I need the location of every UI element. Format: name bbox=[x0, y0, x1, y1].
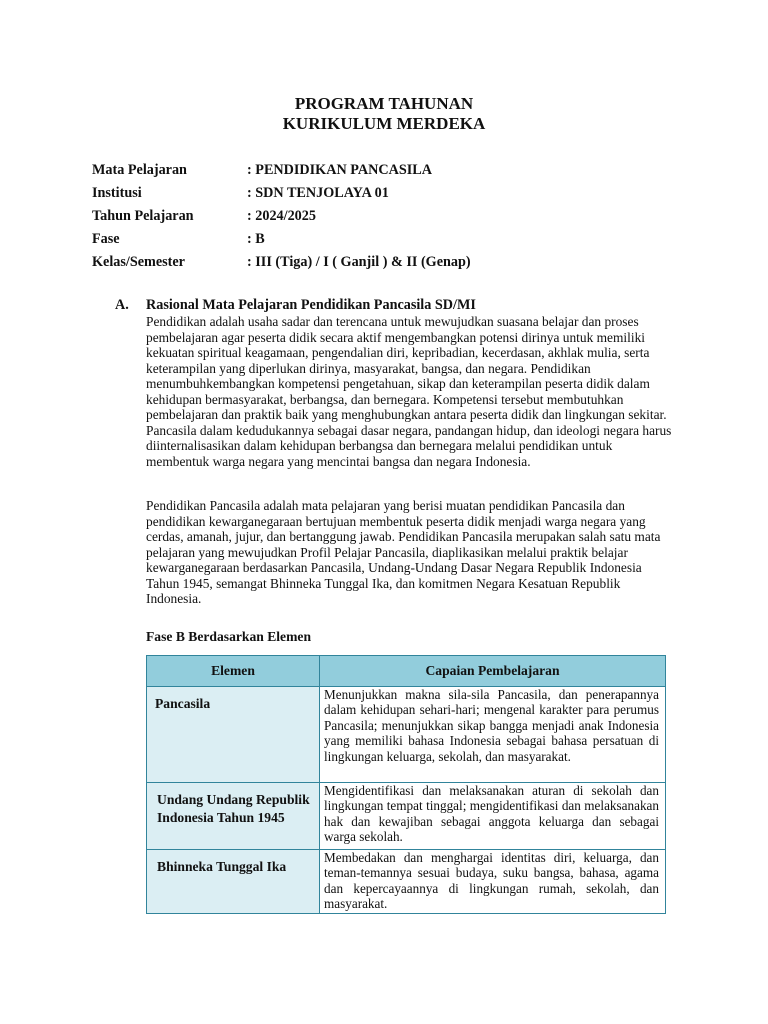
subheading-phase-b: Fase B Berdasarkan Elemen bbox=[146, 629, 312, 644]
meta-row-class-semester bbox=[92, 252, 692, 275]
meta-label: Mata Pelajaran bbox=[92, 162, 187, 178]
elemen-cell: Undang Undang Republik Indonesia Tahun 1945 bbox=[147, 783, 320, 850]
meta-row-phase bbox=[92, 229, 692, 252]
meta-row-subject bbox=[92, 160, 692, 183]
paragraph-rationale-2: Pendidikan Pancasila adalah mata pelajaran yang berisi muatan pendidikan Pancasila dan pendidikan kewarganegaraan bertujuan membentuk peserta didik menjadi warga negara yang cerdas, amanah, jujur, dan bertanggung jawab. Pendidikan Pancasila merupakan salah satu mata pelajaran yang mewujudkan Profil Pelajar Pancasila, diaplikasikan melalui praktik belajar kewarganegaraan berdasarkan Pancasila, Undang-Undang Dasar Negara Republik Indonesia Tahun 1945, semangat Bhinneka Tunggal Ika, dan komitmen Negara Kesatuan Republik Indonesia. bbox=[146, 498, 661, 606]
meta-value: : III (Tiga) / I ( Ganjil ) & II (Genap) bbox=[247, 254, 471, 270]
table-header-row bbox=[147, 656, 666, 687]
table-row bbox=[147, 687, 666, 783]
title-line-2: KURIKULUM MERDEKA bbox=[282, 114, 486, 133]
meta-label: Fase bbox=[92, 231, 120, 247]
table-row bbox=[147, 850, 666, 914]
meta-label: Institusi bbox=[92, 185, 142, 201]
document-title bbox=[0, 94, 768, 134]
header-elemen: Elemen bbox=[147, 656, 320, 687]
capaian-cell: Membedakan dan menghargai identitas diri, keluarga, dan teman-temannya sesuai budaya, suku bangsa, bahasa, agama dan kepercayaannya di lingkungan rumah, sekolah, dan masyarakat. bbox=[320, 850, 666, 914]
elemen-cell: Pancasila bbox=[147, 687, 320, 783]
identity-block bbox=[92, 160, 692, 275]
capaian-cell: Mengidentifikasi dan melaksanakan aturan di sekolah dan lingkungan tempat tinggal; mengidentifikasi dan melaksanakan hak dan kewajiban sebagai anggota keluarga dan sebagai warga sekolah. bbox=[320, 783, 666, 850]
meta-value: : B bbox=[247, 231, 265, 247]
elemen-cell: Bhinneka Tunggal Ika bbox=[147, 850, 320, 914]
meta-row-year bbox=[92, 206, 692, 229]
title-line-1: PROGRAM TAHUNAN bbox=[294, 94, 474, 113]
meta-row-institution bbox=[92, 183, 692, 206]
capaian-cell: Menunjukkan makna sila-sila Pancasila, dan penerapannya dalam kehidupan sehari-hari; mengenal karakter para perumus Pancasila; menunjukkan sikap bangga menjadi anak Indonesia yang memiliki bahasa Indonesia sebagai bahasa persatuan di lingkungan keluarga, sekolah, dan masyarakat. bbox=[320, 687, 666, 783]
section-letter: A. bbox=[115, 297, 129, 313]
table-row bbox=[147, 783, 666, 850]
learning-outcomes-table bbox=[146, 655, 666, 914]
meta-value: : SDN TENJOLAYA 01 bbox=[247, 185, 389, 201]
meta-label: Tahun Pelajaran bbox=[92, 208, 194, 224]
header-capaian: Capaian Pembelajaran bbox=[320, 656, 666, 687]
section-title: Rasional Mata Pelajaran Pendidikan Pancasila SD/MI bbox=[146, 297, 476, 313]
paragraph-rationale-1: Pendidikan adalah usaha sadar dan terencana untuk mewujudkan suasana belajar dan proses pembelajaran agar peserta didik secara aktif mengembangkan potensi dirinya untuk memiliki kekuatan spiritual keagamaan, pengendalian diri, kepribadian, kecerdasan, akhlak mulia, serta keterampilan yang diperlukan dirinya, masyarakat, bangsa, dan negara. Pendidikan menumbuhkembangkan kompetensi pengetahuan, sikap dan keterampilan peserta didik dalam kehidupan bermasyarakat, berbangsa, dan bernegara. Kompetensi tersebut membutuhkan pembelajaran dan praktik baik yang menghubungkan antara peserta didik dan lingkungan sekitar. Pancasila dalam kedudukannya sebagai dasar negara, pandangan hidup, dan ideologi negara harus diinternalisasikan dalam kehidupan berbangsa dan bernegara melalui pendidikan untuk membentuk warga negara yang mencintai bangsa dan negara Indonesia. bbox=[146, 314, 672, 469]
meta-value: : PENDIDIKAN PANCASILA bbox=[247, 162, 432, 178]
meta-label: Kelas/Semester bbox=[92, 254, 185, 270]
meta-value: : 2024/2025 bbox=[247, 208, 316, 224]
